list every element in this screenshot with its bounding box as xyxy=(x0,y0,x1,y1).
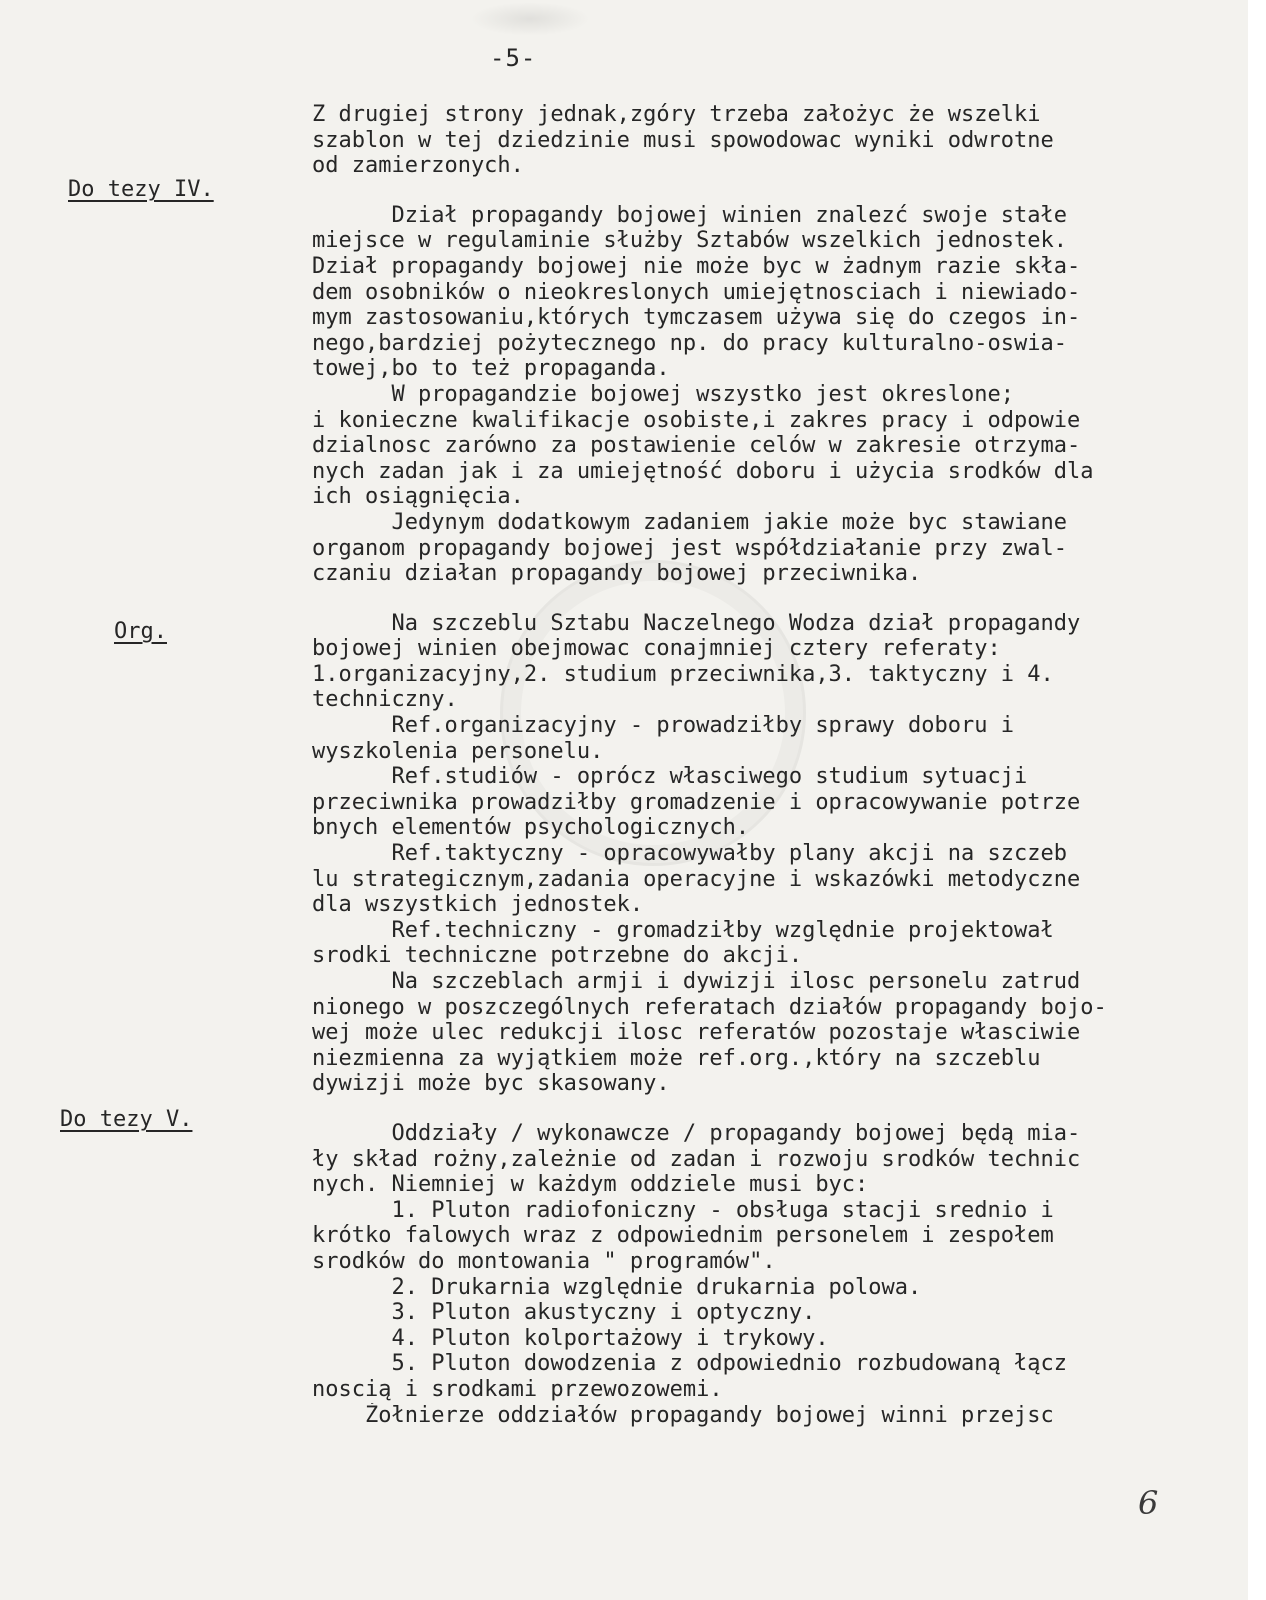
text-line: mym zastosowaniu,których tymczasem używa się do czegos in- xyxy=(312,305,1081,331)
text-line: Z drugiej strony jednak,zgóry trzeba założyc że wszelki xyxy=(312,102,1041,127)
typed-body-text xyxy=(312,102,1232,1428)
text-line: Jedynym dodatkowym zadaniem jakie może byc stawiane xyxy=(312,509,1067,535)
text-line: noscią i srodkami przewozowemi. xyxy=(312,1376,723,1402)
text-line: Dział propagandy bojowej winien znalezć swoje stałe xyxy=(312,202,1067,228)
text-line: nych zadan jak i za umiejętność doboru i użycia srodków dla xyxy=(312,458,1094,484)
text-line: od zamierzonych. xyxy=(312,153,524,179)
text-line: Ref.studiów - oprócz własciwego studium sytuacji xyxy=(312,764,1028,790)
text-line: 5. Pluton dowodzenia z odpowiednio rozbudowaną łącz xyxy=(312,1351,1067,1377)
margin-note-org: Org. xyxy=(114,619,167,644)
text-line: krótko falowych wraz z odpowiednim personelem i zespołem xyxy=(312,1223,1054,1249)
paragraph-gap xyxy=(312,179,1232,203)
margin-note-teza-v: Do tezy V. xyxy=(60,1107,193,1132)
text-line: niezmienna za wyjątkiem może ref.org.,który na szczeblu xyxy=(312,1045,1041,1071)
text-line: lu strategicznym,zadania operacyjne i wskazówki metodyczne xyxy=(312,866,1081,892)
text-line: 3. Pluton akustyczny i optyczny. xyxy=(312,1300,816,1326)
text-line: Ref.taktyczny - opracowywałby plany akcji na szczeb xyxy=(312,841,1067,867)
text-line: 1.organizacyjny,2. studium przeciwnika,3. taktyczny i 4. xyxy=(312,661,1054,687)
ink-bleed xyxy=(470,2,590,36)
margin-note-teza-iv: Do tezy IV. xyxy=(68,177,214,202)
text-line: Ref.organizacyjny - prowadziłby sprawy doboru i xyxy=(312,713,1014,739)
handwritten-page-mark: 6 xyxy=(1138,1484,1159,1522)
scan-border xyxy=(1248,0,1266,1600)
text-line: Na szczeblu Sztabu Naczelnego Wodza dział propagandy xyxy=(312,610,1081,636)
text-line: dywizji może byc skasowany. xyxy=(312,1071,670,1097)
text-line: organom propagandy bojowej jest współdziałanie przy zwal- xyxy=(312,535,1067,561)
text-line: Ref.techniczny - gromadziłby względnie projektował xyxy=(312,917,1054,943)
text-line: srodki techniczne potrzebne do akcji. xyxy=(312,943,803,969)
text-line: towej,bo to też propaganda. xyxy=(312,356,670,382)
text-line: szablon w tej dziedzinie musi spowodowac wyniki odwrotne xyxy=(312,127,1054,153)
text-line: ły skład rożny,zależnie od zadan i rozwoju srodków technic xyxy=(312,1146,1081,1172)
text-line: bojowej winien obejmowac conajmniej cztery referaty: xyxy=(312,636,1001,662)
text-line: dzialnosc zarówno za postawienie celów w zakresie otrzyma- xyxy=(312,433,1081,459)
text-line: nionego w poszczególnych referatach działów propagandy bojo- xyxy=(312,994,1107,1020)
text-line: Na szczeblach armji i dywizji ilosc personelu zatrud xyxy=(312,969,1081,994)
text-line: wyszkolenia personelu. xyxy=(312,738,604,764)
text-line: ich osiągnięcia. xyxy=(312,484,524,510)
text-line: W propagandzie bojowej wszystko jest okreslone; xyxy=(312,381,1014,407)
text-line: 1. Pluton radiofoniczny - obsługa stacji srednio i xyxy=(312,1197,1054,1223)
text-line: Żołnierze oddziałów propagandy bojowej winni przejsc xyxy=(312,1402,1054,1428)
text-line: nego,bardziej pożytecznego np. do pracy kulturalno-oswia- xyxy=(312,330,1067,356)
paragraph-gap xyxy=(312,587,1232,611)
text-line: 2. Drukarnia względnie drukarnia polowa. xyxy=(312,1274,922,1300)
text-line: dem osobników o nieokreslonych umiejętnosciach i niewiado- xyxy=(312,279,1081,305)
text-line: Oddziały / wykonawcze / propagandy bojowej będą mia- xyxy=(312,1120,1081,1146)
text-line: Dział propagandy bojowej nie może byc w żadnym razie skła- xyxy=(312,253,1081,279)
text-line: przeciwnika prowadziłby gromadzenie i opracowywanie potrze xyxy=(312,789,1081,815)
text-line: nych. Niemniej w każdym oddziele musi byc: xyxy=(312,1172,869,1198)
page-number: -5- xyxy=(490,44,537,72)
text-line: miejsce w regulaminie służby Sztabów wszelkich jednostek. xyxy=(312,228,1067,254)
text-line: wej może ulec redukcji ilosc referatów pozostaje własciwie xyxy=(312,1020,1081,1046)
text-line: dla wszystkich jednostek. xyxy=(312,892,644,918)
text-line: i konieczne kwalifikacje osobiste,i zakres pracy i odpowie xyxy=(312,407,1081,433)
text-line: czaniu działan propagandy bojowej przeciwnika. xyxy=(312,561,922,587)
text-line: techniczny. xyxy=(312,687,458,713)
text-line: bnych elementów psychologicznych. xyxy=(312,815,750,841)
paragraph-gap xyxy=(312,1097,1232,1121)
text-line: srodków do montowania " programów". xyxy=(312,1248,776,1274)
text-line: 4. Pluton kolportażowy i trykowy. xyxy=(312,1325,829,1351)
